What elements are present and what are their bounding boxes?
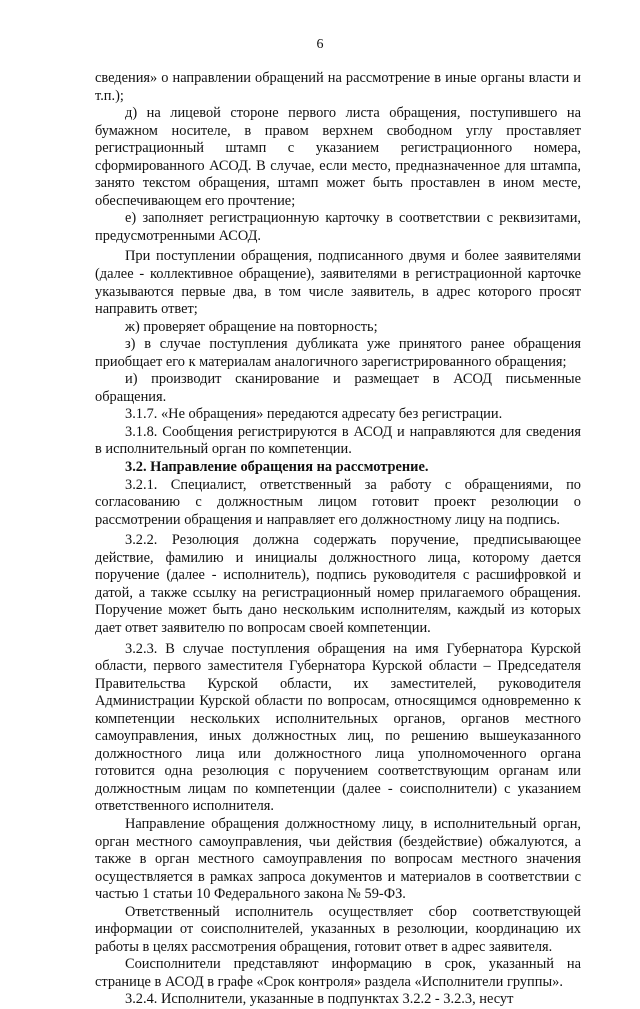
paragraph-3-1-8: 3.1.8. Сообщения регистрируются в АСОД и направляются для сведения в исполнительный орган по компетенции.	[95, 423, 581, 458]
document-body	[95, 70, 581, 1009]
section-heading-3-2: 3.2. Направление обращения на рассмотрение.	[125, 459, 429, 476]
paragraph-item-e: е) заполняет регистрационную карточку в соответствии с реквизитами, предусмотренными АСОД.	[95, 210, 581, 244]
paragraph-3-2-2: 3.2.2. Резолюция должна содержать поручение, предписывающее действие, фамилию и инициалы должностного лица, которому дается поручение (далее - исполнитель), подпись руководителя с расшифровкой и датой, а также ссылку на регистрационный номер прилагаемого обращения. Поручение может быть дано нескольким исполнителям, каждый из которых дает ответ заявителю по вопросам своей компетенции.	[95, 532, 581, 636]
paragraph-continuation: сведения» о направлении обращений на рассмотрение в иные органы власти и т.п.);	[95, 70, 581, 104]
paragraph-item-i: и) производит сканирование и размещает в АСОД письменные обращения.	[95, 371, 581, 405]
paragraph-item-zh: ж) проверяет обращение на повторность;	[125, 318, 378, 335]
paragraph-item-z: з) в случае поступления дубликата уже принятого ранее обращения приобщает его к материалам аналогичного зарегистрированного обращения;	[95, 336, 581, 370]
paragraph-collective-appeal: При поступлении обращения, подписанного двумя и более заявителями (далее - коллективное обращение), заявителями в регистрационной карточке указываются первые два, в том числе заявитель, в адрес которого просят направить ответ;	[95, 248, 581, 318]
page-number: 6	[316, 37, 324, 52]
paragraph-3-2-1: 3.2.1. Специалист, ответственный за работу с обращениями, по согласованию с должностным лицом готовит проект резолюции о рассмотрении обращения и направляет его должностному лицу на подпись.	[95, 476, 581, 528]
paragraph-co-executors: Соисполнители представляют информацию в срок, указанный на странице в АСОД в графе «Срок контроля» раздела «Исполнители группы».	[95, 956, 581, 990]
paragraph-3-2-3: 3.2.3. В случае поступления обращения на имя Губернатора Курской области, первого заместителя Губернатора Курской области – Председателя Правительства Курской области, их заместителей, руководителя Администрации Курской области по вопросам, относящимся одновременно к компетенции нескольких исполнительных органов, органов местного самоуправления, иных должностных лиц, по решению вышеуказанного должностного лица или должностного лица уполномоченного органа готовится одна резолюция с поручением соответствующим органам или должностным лицам по компетенции (далее - соисполнители) с указанием ответственного исполнителя.	[95, 640, 581, 815]
paragraph-item-d: д) на лицевой стороне первого листа обращения, поступившего на бумажном носителе, в правом верхнем свободном углу проставляет регистрационный штамп с указанием регистрационного номера, сформированного АСОД. В случае, если место, предназначенное для штампа, занято текстом обращения, штамп может быть проставлен в ином месте, обеспечивающем его прочтение;	[95, 105, 581, 209]
paragraph-direction: Направление обращения должностному лицу, в исполнительный орган, орган местного самоуправления, чьи действия (бездействие) обжалуются, а также в орган местного самоуправления по вопросам местного значения осуществляется в рамках запроса документов и материалов в соответствии с частью 1 статьи 10 Федерального закона № 59-ФЗ.	[95, 815, 581, 903]
paragraph-3-1-7: 3.1.7. «Не обращения» передаются адресату без регистрации.	[125, 406, 503, 423]
paragraph-responsible-executor: Ответственный исполнитель осуществляет сбор соответствующей информации от соисполнителей, указанных в резолюции, координацию их работы в целях рассмотрения обращения, готовит ответ в адрес заявителя.	[95, 903, 581, 955]
paragraph-3-2-4: 3.2.4. Исполнители, указанные в подпунктах 3.2.2 - 3.2.3, несут	[125, 991, 514, 1008]
